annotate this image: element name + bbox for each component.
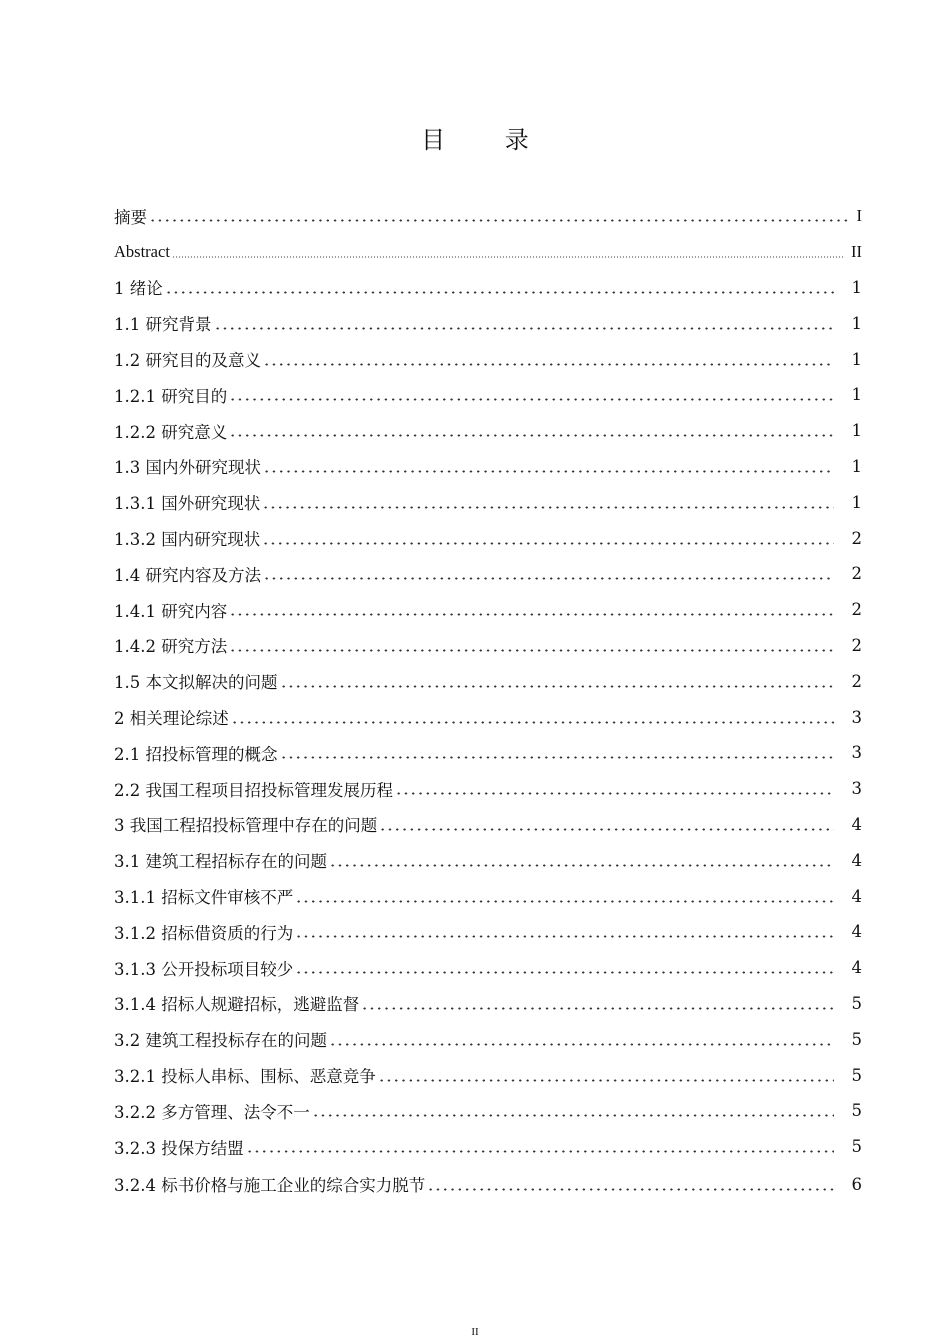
toc-entry-page: II [851, 241, 862, 261]
toc-entry[interactable] [114, 878, 862, 914]
dot-leader [295, 971, 834, 974]
page-number: II [471, 1326, 479, 1338]
dot-leader [295, 900, 834, 903]
dot-leader [329, 1043, 834, 1046]
toc-entry[interactable] [114, 592, 862, 628]
toc-entry-label: 3.1 建筑工程招标存在的问题 [114, 848, 329, 872]
toc-entry-label: 2.2 我国工程项目招投标管理发展历程 [114, 777, 395, 801]
dot-leader [395, 792, 834, 795]
toc-entry[interactable] [114, 1093, 862, 1129]
toc-entry-label: 1.4.1 研究内容 [114, 598, 229, 622]
toc-entry-label: 2.1 招投标管理的概念 [114, 741, 280, 765]
toc-entry-page: I [856, 205, 862, 225]
toc-entry[interactable] [114, 771, 862, 807]
toc-entry[interactable] [114, 520, 862, 556]
dot-leader [214, 327, 835, 330]
dot-leader [172, 256, 845, 258]
dot-leader [427, 1188, 834, 1191]
toc-entry-label: 1.2.2 研究意义 [114, 419, 229, 443]
toc-entry-page: 2 [851, 671, 862, 691]
toc-entry[interactable] [114, 198, 862, 234]
toc-entry-page: 2 [851, 528, 862, 548]
dot-leader [378, 1079, 834, 1082]
dot-leader [149, 219, 851, 222]
toc-entry-label: 3.2.3 投保方结盟 [114, 1135, 246, 1159]
toc-entry-label: 1 绪论 [114, 275, 165, 299]
toc-entry[interactable] [114, 341, 862, 377]
toc-entry-page: 3 [851, 779, 862, 799]
dot-leader [295, 935, 834, 938]
toc-entry-label: 3 我国工程招投标管理中存在的问题 [114, 812, 379, 836]
toc-entry[interactable] [114, 699, 862, 735]
toc-entry-label: 1.4.2 研究方法 [114, 633, 229, 657]
dot-leader [312, 1114, 834, 1117]
dot-leader [263, 470, 834, 473]
toc-entry[interactable] [114, 628, 862, 664]
dot-leader [329, 864, 834, 867]
toc-entry[interactable] [114, 270, 862, 306]
toc-entry-page: 1 [851, 277, 862, 297]
toc-entry[interactable] [114, 950, 862, 986]
dot-leader [280, 756, 835, 759]
toc-entry-page: 4 [851, 886, 862, 906]
toc-entry-label: 1.2 研究目的及意义 [114, 347, 263, 371]
toc-entry-label: 1.3.1 国外研究现状 [114, 490, 262, 514]
toc-entry-page: 4 [851, 922, 862, 942]
dot-leader [263, 363, 834, 366]
table-of-contents [114, 198, 862, 1202]
toc-entry[interactable] [114, 1021, 862, 1057]
toc-entry-label: Abstract [114, 241, 170, 261]
dot-leader [229, 613, 834, 616]
toc-entry-label: 摘要 [114, 204, 149, 228]
toc-entry-page: 1 [851, 421, 862, 441]
toc-entry-page: 5 [851, 1101, 862, 1121]
toc-entry-page: 2 [851, 564, 862, 584]
toc-entry-label: 2 相关理论综述 [114, 705, 231, 729]
toc-entry-page: 6 [851, 1174, 862, 1194]
toc-entry[interactable] [114, 413, 862, 449]
toc-entry[interactable] [114, 234, 862, 270]
toc-entry-label: 3.1.1 招标文件审核不严 [114, 884, 295, 908]
dot-leader [262, 506, 834, 509]
toc-entry[interactable] [114, 1057, 862, 1093]
toc-entry-page: 2 [851, 600, 862, 620]
toc-entry[interactable] [114, 986, 862, 1022]
toc-entry-page: 5 [851, 1137, 862, 1157]
toc-entry-label: 3.1.2 招标借资质的行为 [114, 920, 295, 944]
toc-entry[interactable] [114, 305, 862, 341]
toc-entry-label: 3.2.2 多方管理、法令不一 [114, 1099, 312, 1123]
dot-leader [231, 721, 834, 724]
dot-leader [229, 649, 834, 652]
page-title: 目 录 [421, 126, 555, 154]
dot-leader [229, 398, 834, 401]
toc-entry-page: 5 [851, 993, 862, 1013]
toc-entry-page: 2 [851, 635, 862, 655]
toc-entry-page: 4 [851, 958, 862, 978]
toc-entry-page: 3 [851, 743, 862, 763]
toc-entry[interactable] [114, 735, 862, 771]
toc-entry-page: 4 [851, 814, 862, 834]
toc-entry-label: 1.3.2 国内研究现状 [114, 526, 262, 550]
toc-entry-label: 1.2.1 研究目的 [114, 383, 229, 407]
toc-entry[interactable] [114, 663, 862, 699]
toc-entry-page: 1 [851, 313, 862, 333]
dot-leader [165, 291, 834, 294]
toc-entry-label: 1.4 研究内容及方法 [114, 562, 263, 586]
toc-entry-page: 4 [851, 850, 862, 870]
toc-entry-page: 1 [851, 385, 862, 405]
toc-entry-label: 3.2.1 投标人串标、围标、恶意竞争 [114, 1063, 378, 1087]
dot-leader [379, 828, 834, 831]
toc-entry-label: 1.1 研究背景 [114, 311, 214, 335]
toc-entry-page: 1 [851, 349, 862, 369]
toc-entry-page: 3 [851, 707, 862, 727]
dot-leader [246, 1150, 834, 1153]
toc-entry-label: 3.1.4 招标人规避招标，逃避监督 [114, 991, 361, 1015]
toc-entry-label: 3.2 建筑工程投标存在的问题 [114, 1027, 329, 1051]
toc-entry[interactable] [114, 377, 862, 413]
toc-entry-label: 3.2.4 标书价格与施工企业的综合实力脱节 [114, 1172, 427, 1196]
toc-entry[interactable] [114, 807, 862, 843]
toc-entry[interactable] [114, 914, 862, 950]
toc-entry-page: 5 [851, 1065, 862, 1085]
dot-leader [229, 434, 834, 437]
toc-entry-page: 1 [851, 492, 862, 512]
toc-entry[interactable] [114, 449, 862, 485]
toc-entry-label: 3.1.3 公开投标项目较少 [114, 956, 295, 980]
toc-entry[interactable] [114, 842, 862, 878]
toc-entry[interactable] [114, 484, 862, 520]
toc-entry[interactable] [114, 1129, 862, 1165]
toc-entry-page: 1 [851, 456, 862, 476]
dot-leader [262, 542, 834, 545]
toc-entry[interactable] [114, 556, 862, 592]
dot-leader [361, 1007, 834, 1010]
dot-leader [280, 685, 835, 688]
toc-entry-label: 1.5 本文拟解决的问题 [114, 669, 280, 693]
toc-entry-label: 1.3 国内外研究现状 [114, 454, 263, 478]
dot-leader [263, 577, 834, 580]
toc-entry-page: 5 [851, 1029, 862, 1049]
toc-entry[interactable] [114, 1167, 862, 1203]
